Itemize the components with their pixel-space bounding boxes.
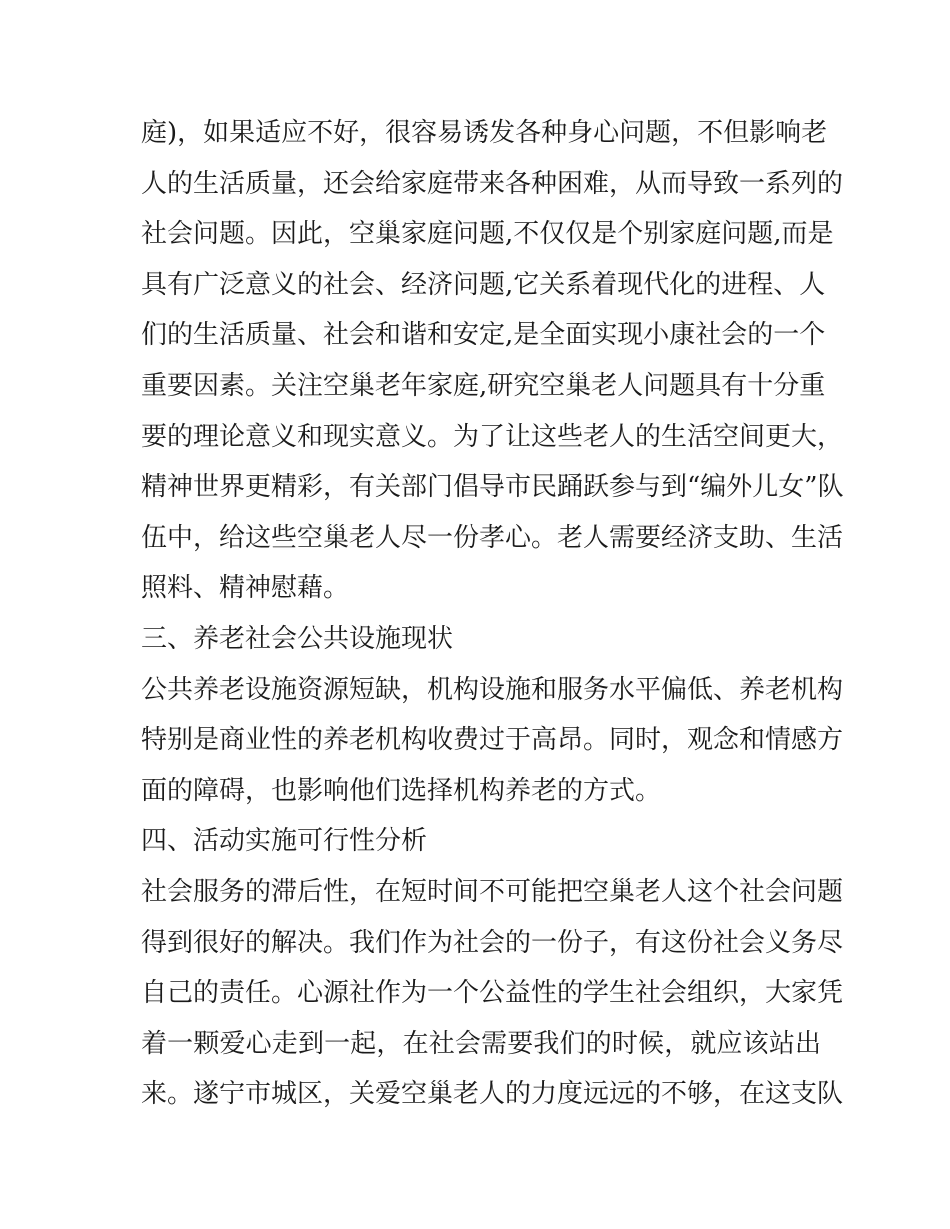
section-heading: 三、养老社会公共设施现状 (141, 623, 454, 654)
text-line: 公共养老设施资源短缺，机构设施和服务水平偏低、养老机构 (141, 674, 844, 705)
section-heading: 四、活动实施可行性分析 (141, 826, 428, 857)
text-line: 重要因素。关注空巢老年家庭,研究空巢老人问题具有十分重 (141, 370, 826, 401)
text-line: 们的生活质量、社会和谐和安定,是全面实现小康社会的一个 (141, 320, 826, 351)
text-line: 伍中，给这些空巢老人尽一份孝心。老人需要经济支助、生活 (141, 522, 844, 553)
text-line: 着一颗爱心走到一起，在社会需要我们的时候，就应该站出 (141, 1028, 821, 1059)
text-line: 社会服务的滞后性，在短时间不可能把空巢老人这个社会问题 (141, 876, 844, 907)
text-line: 社会问题。因此，空巢家庭问题,不仅仅是个别家庭问题,而是 (141, 219, 834, 250)
text-line: 精神世界更精彩，有关部门倡导市民踊跃参与到“编外儿女”队 (141, 472, 844, 503)
text-line: 庭)，如果适应不好，很容易诱发各种身心问题，不但影响老 (141, 118, 828, 148)
text-line: 具有广泛意义的社会、经济问题,它关系着现代化的进程、人 (141, 269, 826, 300)
document-body (141, 108, 844, 1120)
text-line: 面的障碍，也影响他们选择机构养老的方式。 (141, 775, 662, 806)
text-line: 得到很好的解决。我们作为社会的一份子，有这份社会义务尽 (141, 927, 844, 958)
text-line: 要的理论意义和现实意义。为了让这些老人的生活空间更大， (141, 421, 844, 452)
text-line: 自己的责任。心源社作为一个公益性的学生社会组织，大家凭 (141, 978, 844, 1009)
text-line: 照料、精神慰藉。 (141, 573, 350, 604)
text-line: 特别是商业性的养老机构收费过于高昂。同时，观念和情感方 (141, 725, 844, 756)
text-line: 人的生活质量，还会给家庭带来各种困难，从而导致一系列的 (141, 168, 844, 199)
text-line: 来。遂宁市城区，关爱空巢老人的力度远远的不够，在这支队 (141, 1079, 844, 1110)
